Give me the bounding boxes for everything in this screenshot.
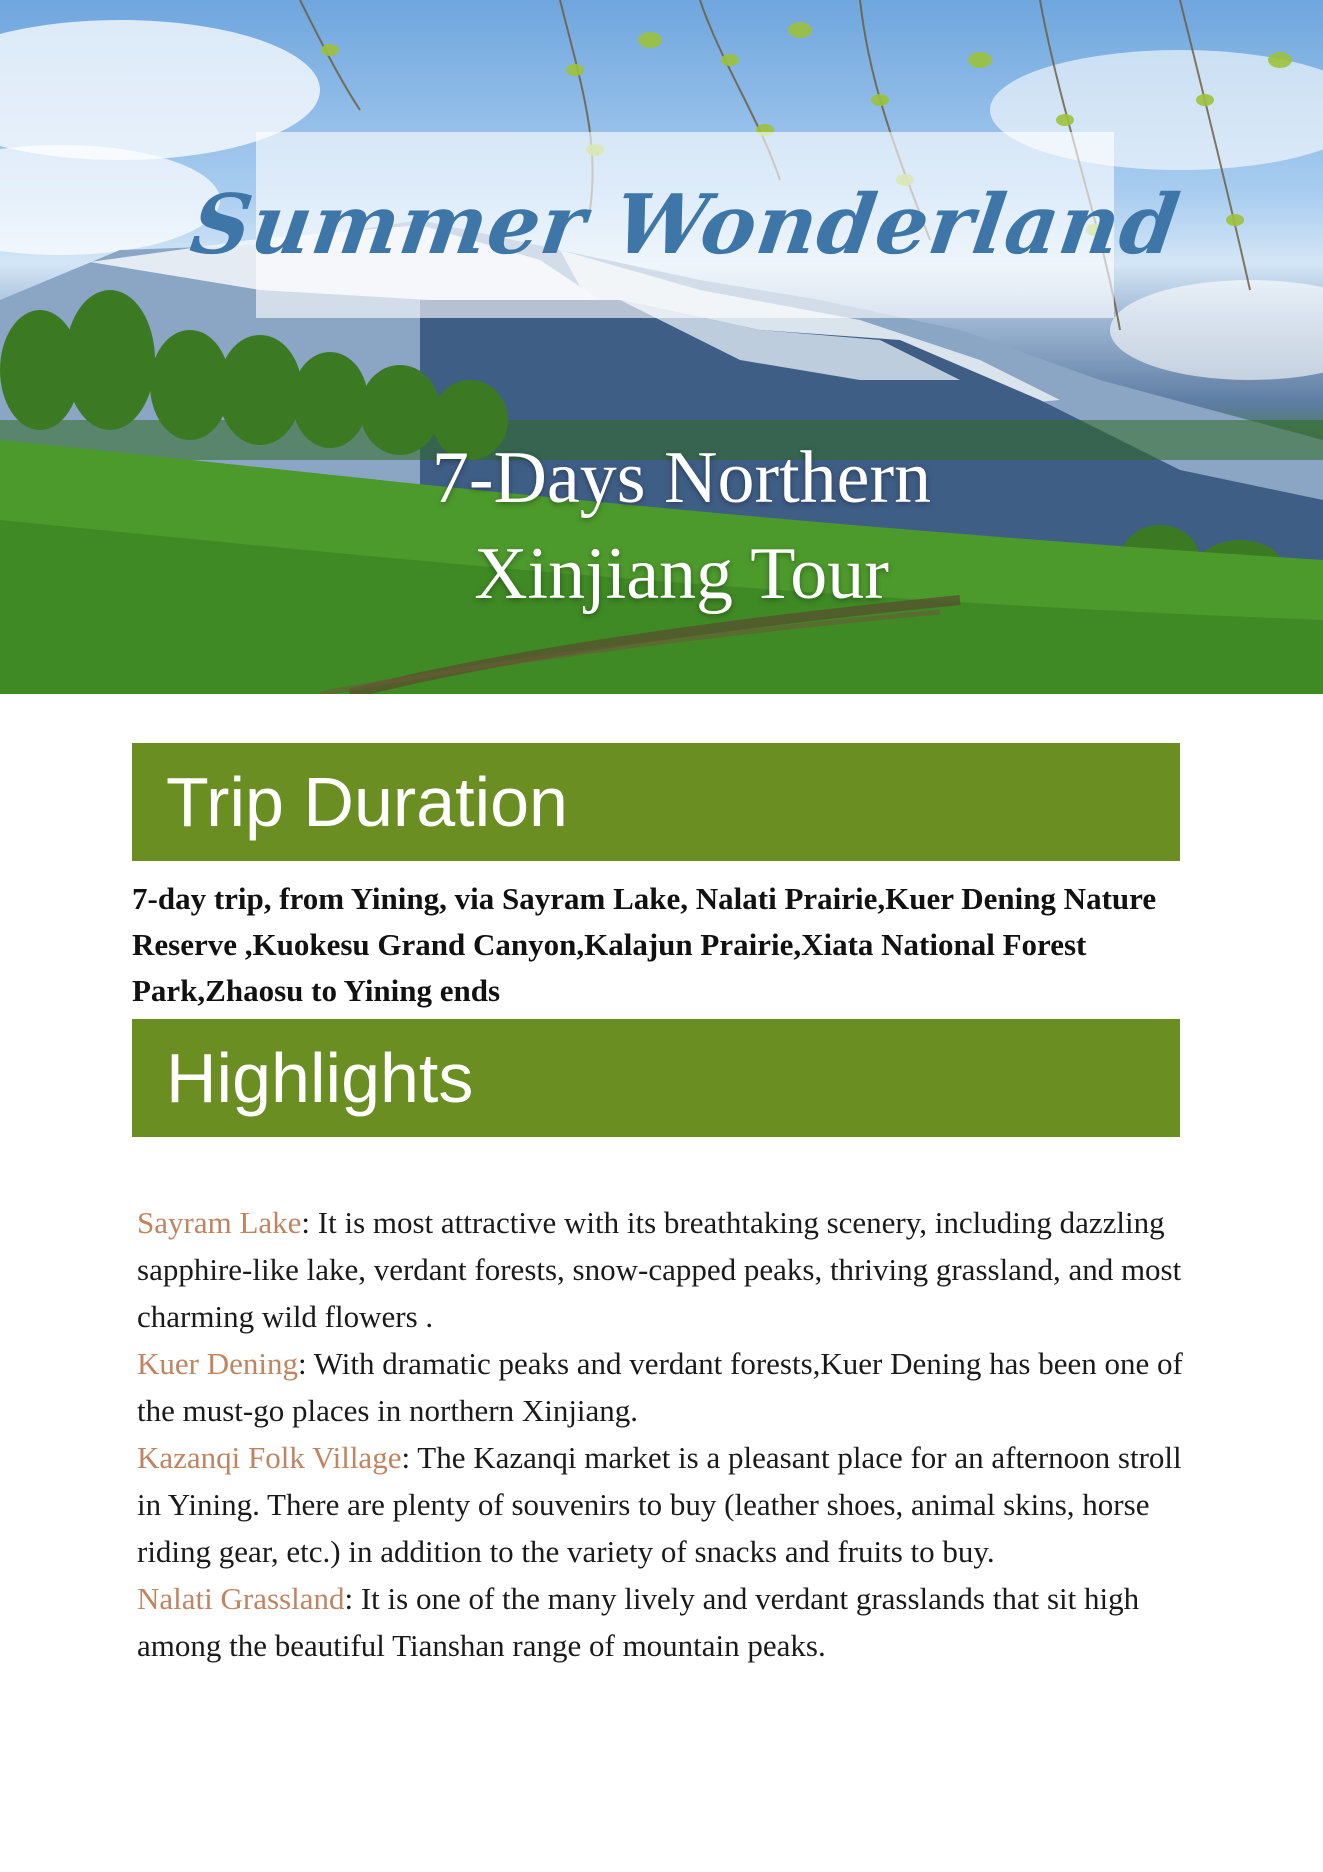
tour-title-line2: Xinjiang Tour: [474, 533, 889, 615]
trip-duration-heading: Trip Duration: [166, 763, 568, 841]
highlight-description: : It is one of the many lively and verdant grasslands that sit high among the beautiful Tianshan range of mountain peaks.: [137, 1581, 1140, 1663]
tour-title-line1: 7-Days Northern: [431, 437, 932, 519]
tour-title: [0, 430, 1323, 622]
highlight-name: Sayram Lake: [137, 1205, 302, 1240]
highlight-kuer-dening: [137, 1340, 1197, 1434]
highlight-sayram-lake: [137, 1199, 1197, 1340]
highlight-name: Kuer Dening: [137, 1346, 298, 1381]
highlights-header: [132, 1019, 1180, 1137]
highlight-nalati-grassland: [137, 1575, 1197, 1669]
highlight-name: Nalati Grassland: [137, 1581, 345, 1616]
highlight-kazanqi-folk-village: [137, 1434, 1197, 1575]
hero-image: [0, 0, 1323, 694]
highlights-heading: Highlights: [166, 1039, 474, 1117]
script-title: Summer Wonderland: [184, 177, 1186, 273]
highlight-description: : The Kazanqi market is a pleasant place for an afternoon stroll in Yining. There are plenty of souvenirs to buy (leather shoes, animal skins, horse riding gear, etc.) in addition to the variety of snacks and fruits to buy.: [137, 1440, 1182, 1569]
highlight-name: Kazanqi Folk Village: [137, 1440, 402, 1475]
title-banner: [184, 132, 1186, 318]
highlight-description: : It is most attractive with its breathtaking scenery, including dazzling sapphire-like lake, verdant forests, snow-capped peaks, thriving grassland, and most charming wild flowers .: [137, 1205, 1182, 1334]
trip-duration-header: [132, 743, 1180, 861]
highlights-list: [137, 1199, 1197, 1669]
highlight-description: : With dramatic peaks and verdant forests,Kuer Dening has been one of the must-go places in northern Xinjiang.: [137, 1346, 1183, 1428]
trip-duration-text: 7-day trip, from Yining, via Sayram Lake, Nalati Prairie,Kuer Dening Nature Reserve ,Kuokesu Grand Canyon,Kalajun Prairie,Xiata National Forest Park,Zhaosu to Yining ends: [132, 881, 1157, 1008]
